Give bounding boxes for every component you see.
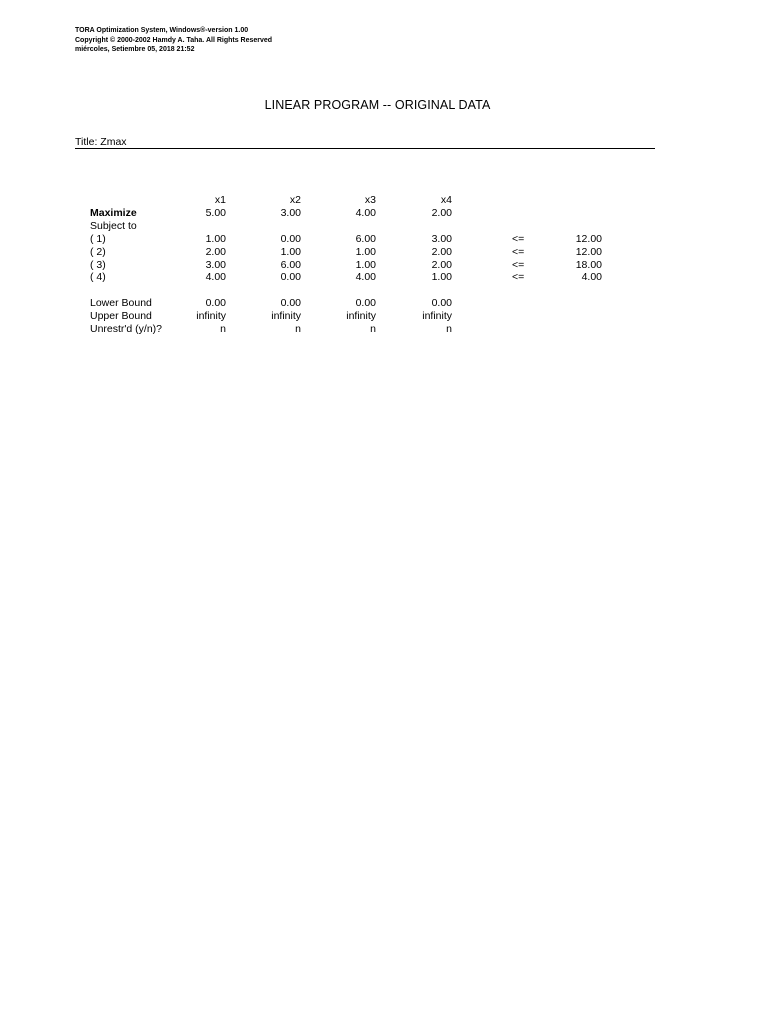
constraint-label: ( 3) — [90, 259, 106, 271]
constraint-sense: <= — [512, 271, 525, 283]
constraint-sense: <= — [512, 233, 525, 245]
upper-bound-label: Upper Bound — [90, 310, 152, 322]
constraint-coefficient: 6.00 — [280, 259, 301, 271]
constraint-sense: <= — [512, 259, 525, 271]
constraint-coefficient: 1.00 — [205, 233, 226, 245]
lower-bound-value: 0.00 — [431, 297, 452, 309]
constraint-coefficient: 2.00 — [205, 246, 226, 258]
constraint-rhs: 12.00 — [575, 246, 602, 258]
constraint-coefficient: 3.00 — [431, 233, 452, 245]
software-name: TORA Optimization System, Windows®-version 1.00 — [75, 27, 249, 34]
variable-header: x3 — [364, 194, 376, 206]
model-title: Title: Zmax — [75, 136, 655, 149]
constraint-coefficient: 2.00 — [431, 259, 452, 271]
objective-coefficient: 2.00 — [431, 207, 452, 219]
report-date: miércoles, Setiembre 05, 2018 21:52 — [75, 46, 195, 53]
constraint-sense: <= — [512, 246, 525, 258]
constraint-label: ( 4) — [90, 271, 106, 283]
constraint-rhs: 18.00 — [575, 259, 602, 271]
lower-bound-value: 0.00 — [355, 297, 376, 309]
report-header — [75, 26, 272, 55]
unrestricted-label: Unrestr'd (y/n)? — [90, 323, 163, 335]
objective-coefficient: 4.00 — [355, 207, 376, 219]
lower-bound-value: 0.00 — [280, 297, 301, 309]
upper-bound-value: infinity — [346, 310, 376, 322]
upper-bound-value: infinity — [422, 310, 452, 322]
upper-bound-value: infinity — [196, 310, 226, 322]
unrestricted-value: n — [220, 323, 226, 335]
constraint-coefficient: 0.00 — [280, 271, 301, 283]
constraint-coefficient: 1.00 — [355, 246, 376, 258]
constraint-coefficient: 4.00 — [205, 271, 226, 283]
constraint-label: ( 1) — [90, 233, 106, 245]
upper-bound-value: infinity — [271, 310, 301, 322]
constraint-coefficient: 2.00 — [431, 246, 452, 258]
variable-header: x4 — [440, 194, 452, 206]
objective-coefficient: 5.00 — [205, 207, 226, 219]
lower-bound-value: 0.00 — [205, 297, 226, 309]
constraint-coefficient: 1.00 — [431, 271, 452, 283]
constraint-rhs: 4.00 — [581, 271, 602, 283]
constraint-coefficient: 1.00 — [355, 259, 376, 271]
constraint-coefficient: 4.00 — [355, 271, 376, 283]
unrestricted-value: n — [446, 323, 452, 335]
constraint-coefficient: 6.00 — [355, 233, 376, 245]
unrestricted-value: n — [295, 323, 301, 335]
report-title: LINEAR PROGRAM -- ORIGINAL DATA — [264, 98, 491, 112]
unrestricted-value: n — [370, 323, 376, 335]
constraint-label: ( 2) — [90, 246, 106, 258]
constraint-coefficient: 3.00 — [205, 259, 226, 271]
lower-bound-label: Lower Bound — [90, 297, 152, 309]
objective-coefficient: 3.00 — [280, 207, 301, 219]
variable-header: x2 — [289, 194, 301, 206]
subject-to-label: Subject to — [90, 220, 137, 232]
constraint-coefficient: 1.00 — [280, 246, 301, 258]
constraint-coefficient: 0.00 — [280, 233, 301, 245]
objective-label: Maximize — [90, 207, 137, 219]
constraint-rhs: 12.00 — [575, 233, 602, 245]
copyright-notice: Copyright © 2000-2002 Hamdy A. Taha. All Rights Reserved — [75, 36, 273, 44]
variable-header: x1 — [214, 194, 226, 206]
